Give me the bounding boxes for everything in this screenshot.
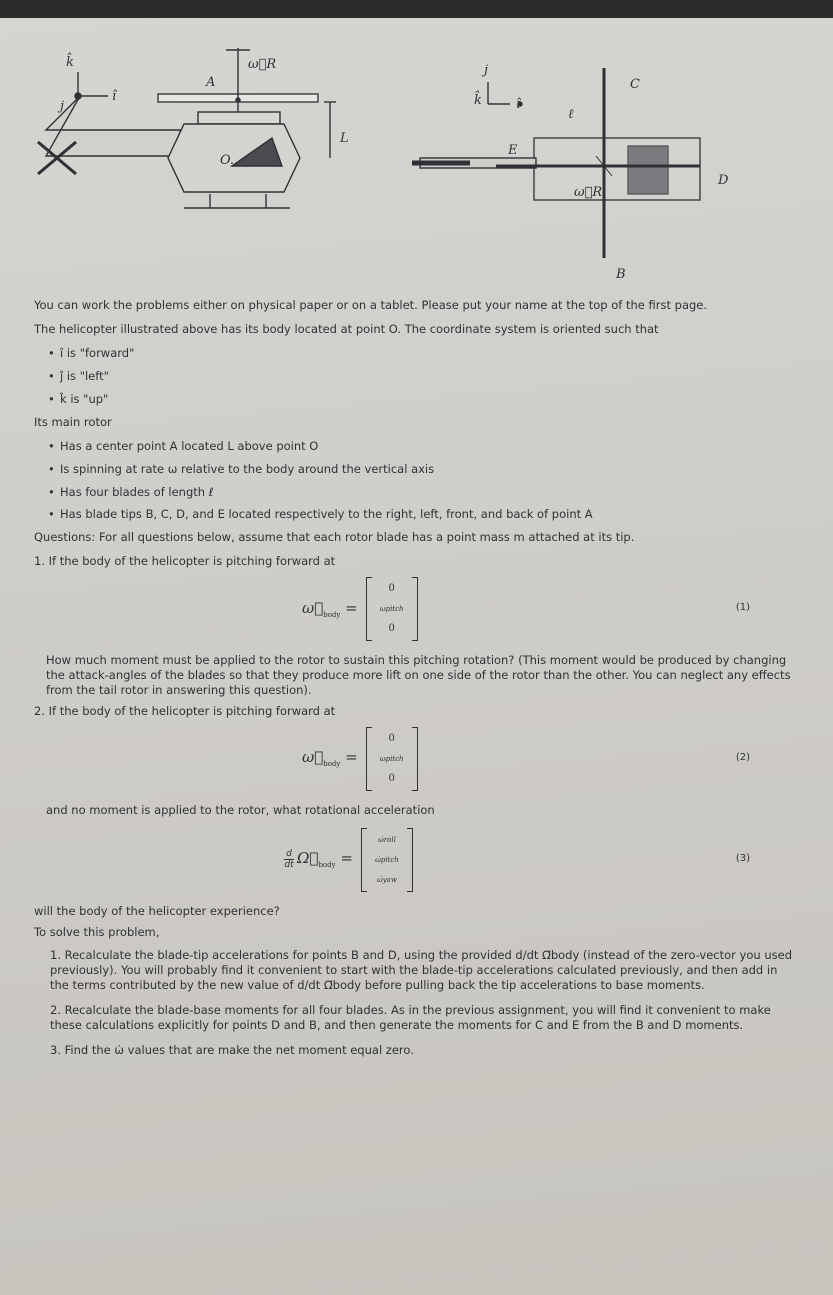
solve-intro: To solve this problem, bbox=[34, 924, 160, 939]
label-O: O. bbox=[220, 153, 235, 168]
tail-boom bbox=[46, 96, 180, 156]
label-D: D bbox=[718, 173, 729, 188]
equation-1: $\omega⃗_{body}$ = 0 ωpitch 0 (1) bbox=[34, 573, 794, 645]
eq2-matrix bbox=[366, 727, 418, 791]
equation-3: $\frac{d}{dt}$ $\Omega⃗_{body}$ = ω̇roll ω̇pitch ω̇yaw (3) bbox=[34, 824, 794, 896]
label-omega-r-right: ω⃗R bbox=[574, 185, 603, 200]
label-k-right: k̂ bbox=[474, 93, 482, 108]
label-j-right: j bbox=[484, 63, 489, 78]
label-B: B bbox=[616, 267, 626, 282]
rotor-heading: Its main rotor bbox=[34, 414, 112, 429]
eq2-lhs: ω⃗ bbox=[302, 748, 324, 767]
rotor-top-view bbox=[412, 68, 700, 258]
matrix-cell: ωpitch bbox=[379, 605, 404, 614]
solution-step: 1. Recalculate the blade-tip accelerations for points B and D, using the provided d/dt Ω⃗body (instead of the zero-vector you used previously). You will probably find it convenient to start with the blade-tip accelerations calculated previously, and then add in the terms contributed by the new value of d/dt Ω⃗body before pulling back the tip accelerations to base moments. bbox=[50, 947, 793, 992]
eq1-lhs-sub: body bbox=[323, 610, 341, 619]
helicopter-side-view bbox=[38, 48, 336, 208]
eq3-matrix bbox=[361, 828, 413, 892]
solution-step: 3. Find the ω̇ values that are make the net moment equal zero. bbox=[50, 1042, 414, 1057]
question-2 bbox=[34, 704, 794, 1057]
eq1-number: (1) bbox=[735, 602, 750, 614]
assignment-text bbox=[34, 298, 794, 1067]
matrix-cell: ω̇roll bbox=[378, 835, 396, 844]
question-2-after: and no moment is applied to the rotor, what rotational acceleration bbox=[46, 803, 435, 817]
equation-2: $\omega⃗_{body}$ = 0 ωpitch 0 (2) bbox=[34, 723, 794, 795]
label-l: ℓ bbox=[568, 107, 574, 122]
matrix-cell: ω̇pitch bbox=[375, 855, 399, 864]
engine-block bbox=[628, 146, 668, 194]
label-L: L bbox=[340, 131, 349, 146]
intro-paragraph-2: The helicopter illustrated above has its body located at point O. The coordinate system is oriented such that bbox=[34, 321, 659, 336]
matrix-cell: ω̇yaw bbox=[377, 875, 397, 884]
label-E: E bbox=[508, 143, 518, 158]
label-A: A bbox=[206, 75, 216, 90]
label-k: k̂ bbox=[66, 55, 74, 70]
matrix-cell: 0 bbox=[388, 773, 395, 784]
d-top: d bbox=[286, 849, 292, 860]
question-2-text: 2. If the body of the helicopter is pitching forward at bbox=[34, 704, 336, 719]
question-1-text: 1. If the body of the helicopter is pitching forward at bbox=[34, 554, 336, 569]
axes-list bbox=[34, 346, 794, 407]
matrix-cell: 0 bbox=[388, 623, 395, 635]
axis-item: • k̂ is "up" bbox=[48, 392, 794, 407]
matrix-cell: 0 bbox=[388, 733, 395, 744]
intro-paragraph-1: You can work the problems either on physical paper or on a tablet. Please put your name at the top of the first page. bbox=[34, 298, 708, 312]
figures bbox=[0, 18, 833, 290]
label-i: î bbox=[112, 89, 117, 104]
eq3-lhs: Ω⃗ bbox=[297, 849, 319, 868]
eq3-number: (3) bbox=[735, 852, 750, 864]
questions-intro: Questions: For all questions below, assume that each rotor blade has a point mass m attached at its tip. bbox=[34, 530, 635, 545]
d-bottom: dt bbox=[284, 860, 294, 871]
matrix-cell: 0 bbox=[388, 583, 395, 595]
label-omega-r: ω⃗R bbox=[248, 57, 277, 72]
label-j: j bbox=[60, 99, 65, 114]
axis-item: • ĵ is "left" bbox=[48, 369, 794, 384]
rotor-list bbox=[34, 439, 794, 523]
rotor-item: • Has a center point A located L above point O bbox=[48, 439, 794, 454]
question-1-description: How much moment must be applied to the rotor to sustain this pitching rotation? (This moment would be produced by changing the attack-angles of the blades so that they produce more lift on one side of the rotor than the other. You can neglect any effects from the tail rotor in answering this question). bbox=[46, 653, 791, 698]
solution-steps bbox=[34, 948, 794, 1058]
eq3-lhs-sub: body bbox=[318, 861, 336, 870]
rotor-item: • Is spinning at rate ω relative to the body around the vertical axis bbox=[48, 462, 794, 477]
axis-item: • î is "forward" bbox=[48, 346, 794, 361]
question-2-question: will the body of the helicopter experience? bbox=[34, 903, 280, 918]
body-outline bbox=[534, 138, 700, 200]
eq2-lhs-sub: body bbox=[323, 760, 341, 769]
label-C: C bbox=[630, 77, 640, 92]
top-shadow-band bbox=[0, 0, 833, 18]
label-i-right: î bbox=[516, 97, 521, 112]
eq2-number: (2) bbox=[735, 752, 750, 763]
eq1-matrix bbox=[366, 577, 418, 641]
rotor-item: • Has blade tips B, C, D, and E located respectively to the right, left, front, and back of point A bbox=[48, 507, 794, 522]
derivative-operator bbox=[284, 849, 294, 870]
solution-step: 2. Recalculate the blade-base moments for all four blades. As in the previous assignment, you will find it convenient to make these calculations explicitly for points D and B, and then generate the moments for C and E from the B and D moments. bbox=[50, 1002, 771, 1032]
eq1-lhs: ω⃗ bbox=[302, 598, 324, 617]
cabin-roof bbox=[198, 112, 280, 124]
rotor-item: • Has four blades of length ℓ bbox=[48, 485, 794, 500]
matrix-cell: ωpitch bbox=[379, 755, 404, 763]
question-1 bbox=[34, 554, 794, 698]
